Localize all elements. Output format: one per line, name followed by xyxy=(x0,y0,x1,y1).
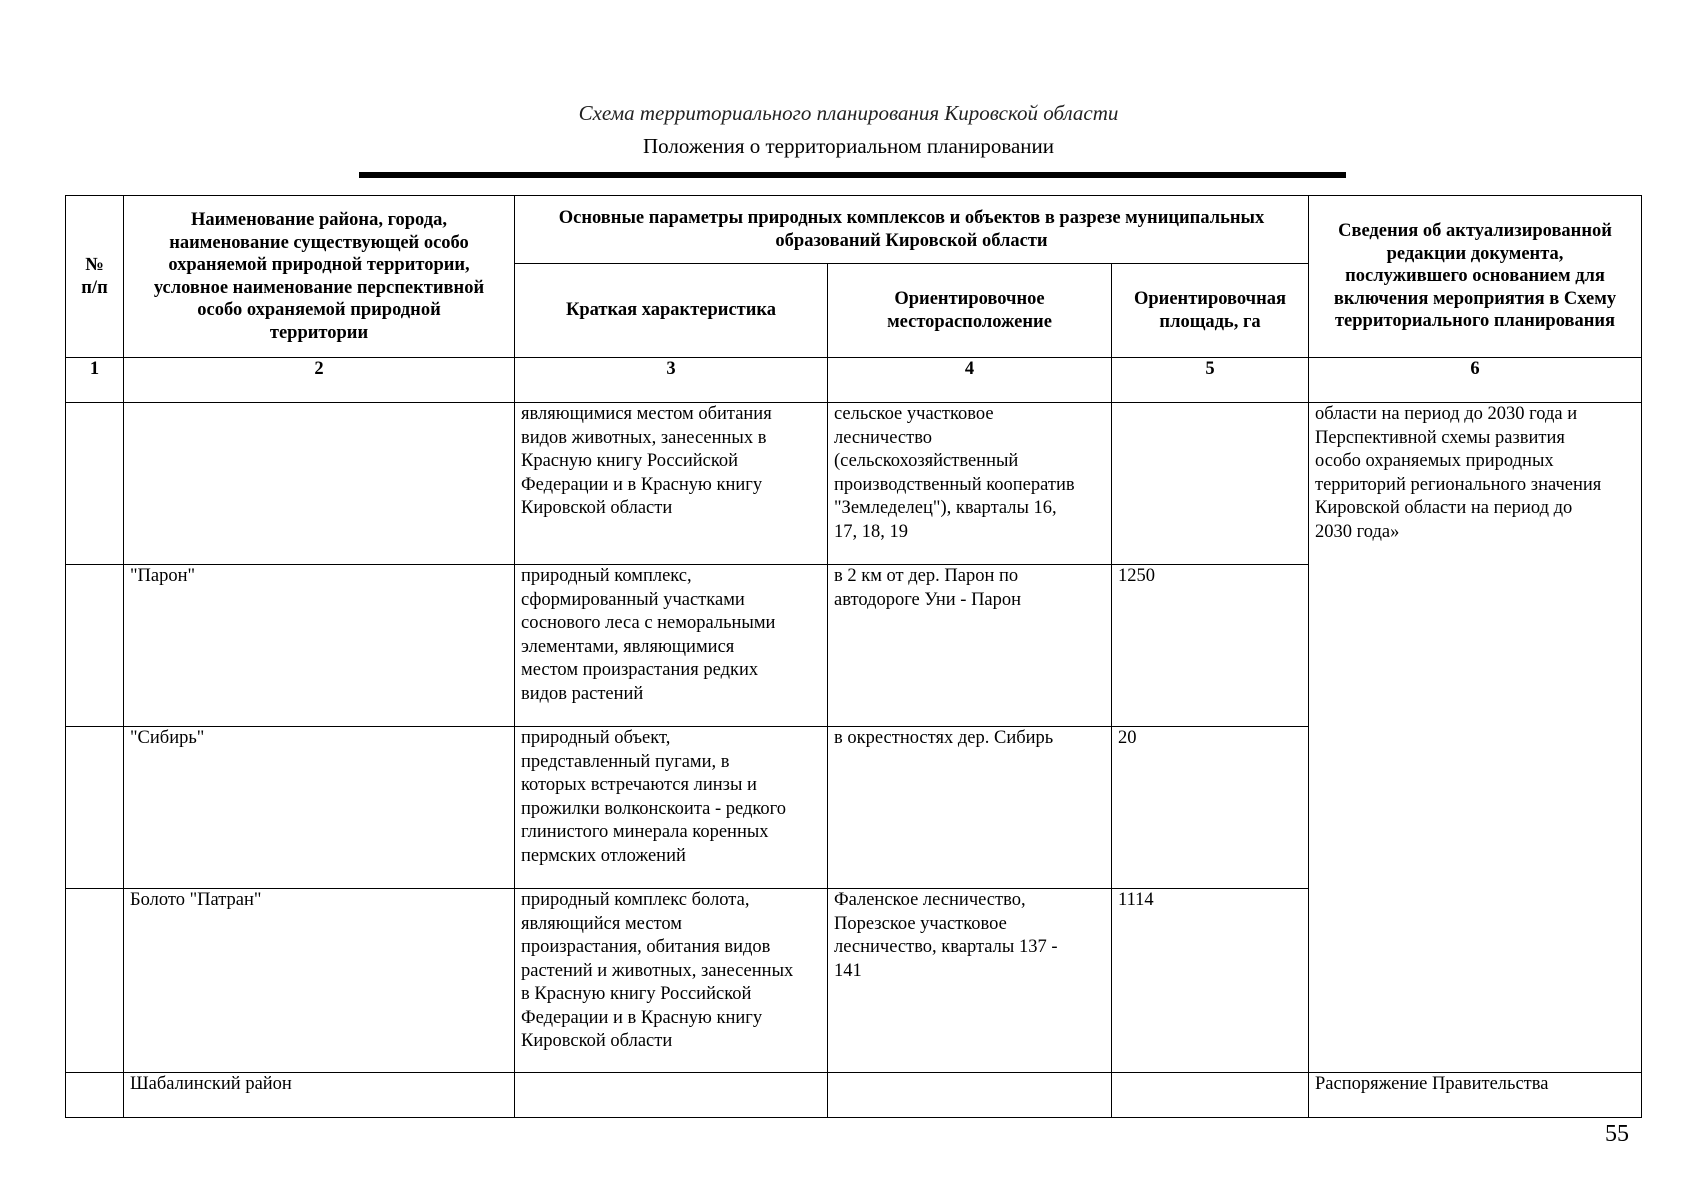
territory-area xyxy=(1112,1073,1309,1118)
territory-name: "Парон" xyxy=(124,565,515,727)
basis-document: Распоряжение Правительства xyxy=(1309,1073,1642,1118)
header-divider xyxy=(359,172,1346,178)
territory-location xyxy=(828,1073,1112,1118)
column-number: 4 xyxy=(828,358,1112,403)
column-number: 3 xyxy=(515,358,828,403)
territory-name xyxy=(124,403,515,565)
column-number: 5 xyxy=(1112,358,1309,403)
table-row xyxy=(66,1073,1642,1118)
row-number xyxy=(66,889,124,1073)
header-name: Наименование района, города, наименование существующей особо охраняемой природной территории, условное наименование перспективной особо охраняемой природной территории xyxy=(124,196,515,358)
column-number: 2 xyxy=(124,358,515,403)
territory-location: Фаленское лесничество, Порезское участковое лесничество, кварталы 137 - 141 xyxy=(828,889,1112,1073)
column-number: 1 xyxy=(66,358,124,403)
territory-location: сельское участковое лесничество (сельскохозяйственный производственный кооператив "Земледелец"), кварталы 16, 17, 18, 19 xyxy=(828,403,1112,565)
territory-name: Болото "Патран" xyxy=(124,889,515,1073)
row-number xyxy=(66,727,124,889)
territory-table xyxy=(65,195,1642,1118)
header-location: Ориентировочное месторасположение xyxy=(828,264,1112,358)
territory-description: природный объект, представленный пугами, в которых встречаются линзы и прожилки волконскоита - редкого глинистого минерала коренных пермских отложений xyxy=(515,727,828,889)
header-area: Ориентировочная площадь, га xyxy=(1112,264,1309,358)
row-number xyxy=(66,1073,124,1118)
territory-name: "Сибирь" xyxy=(124,727,515,889)
basis-document: области на период до 2030 года и Перспективной схемы развития особо охраняемых природных территорий регионального значения Кировской области на период до 2030 года» xyxy=(1309,403,1642,1073)
header-parameters-group: Основные параметры природных комплексов и объектов в разрезе муниципальных образований Кировской области xyxy=(515,196,1309,264)
territory-description xyxy=(515,1073,828,1118)
territory-location: в 2 км от дер. Парон по автодороге Уни - Парон xyxy=(828,565,1112,727)
column-number: 6 xyxy=(1309,358,1642,403)
territory-area: 1250 xyxy=(1112,565,1309,727)
document-title: Схема территориального планирования Кировской области xyxy=(578,101,1119,125)
territory-description: природный комплекс, сформированный участками соснового леса с неморальными элементами, являющимися местом произрастания редких видов растений xyxy=(515,565,828,727)
territory-description: природный комплекс болота, являющийся местом произрастания, обитания видов растений и животных, занесенных в Красную книгу Российской Федерации и в Красную книгу Кировской области xyxy=(515,889,828,1073)
row-number xyxy=(66,565,124,727)
territory-area: 20 xyxy=(1112,727,1309,889)
territory-location: в окрестностях дер. Сибирь xyxy=(828,727,1112,889)
territory-description: являющимися местом обитания видов животных, занесенных в Красную книгу Российской Федерации и в Красную книгу Кировской области xyxy=(515,403,828,565)
territory-area xyxy=(1112,403,1309,565)
page-number: 55 xyxy=(1605,1121,1629,1147)
header-number: № п/п xyxy=(66,196,124,358)
row-number xyxy=(66,403,124,565)
document-subtitle: Положения о территориальном планировании xyxy=(642,134,1055,158)
territory-name: Шабалинский район xyxy=(124,1073,515,1118)
header-description: Краткая характеристика xyxy=(515,264,828,358)
territory-area: 1114 xyxy=(1112,889,1309,1073)
header-basis: Сведения об актуализированной редакции документа, послужившего основанием для включения мероприятия в Схему территориального планирования xyxy=(1309,196,1642,358)
table-row xyxy=(66,403,1642,565)
